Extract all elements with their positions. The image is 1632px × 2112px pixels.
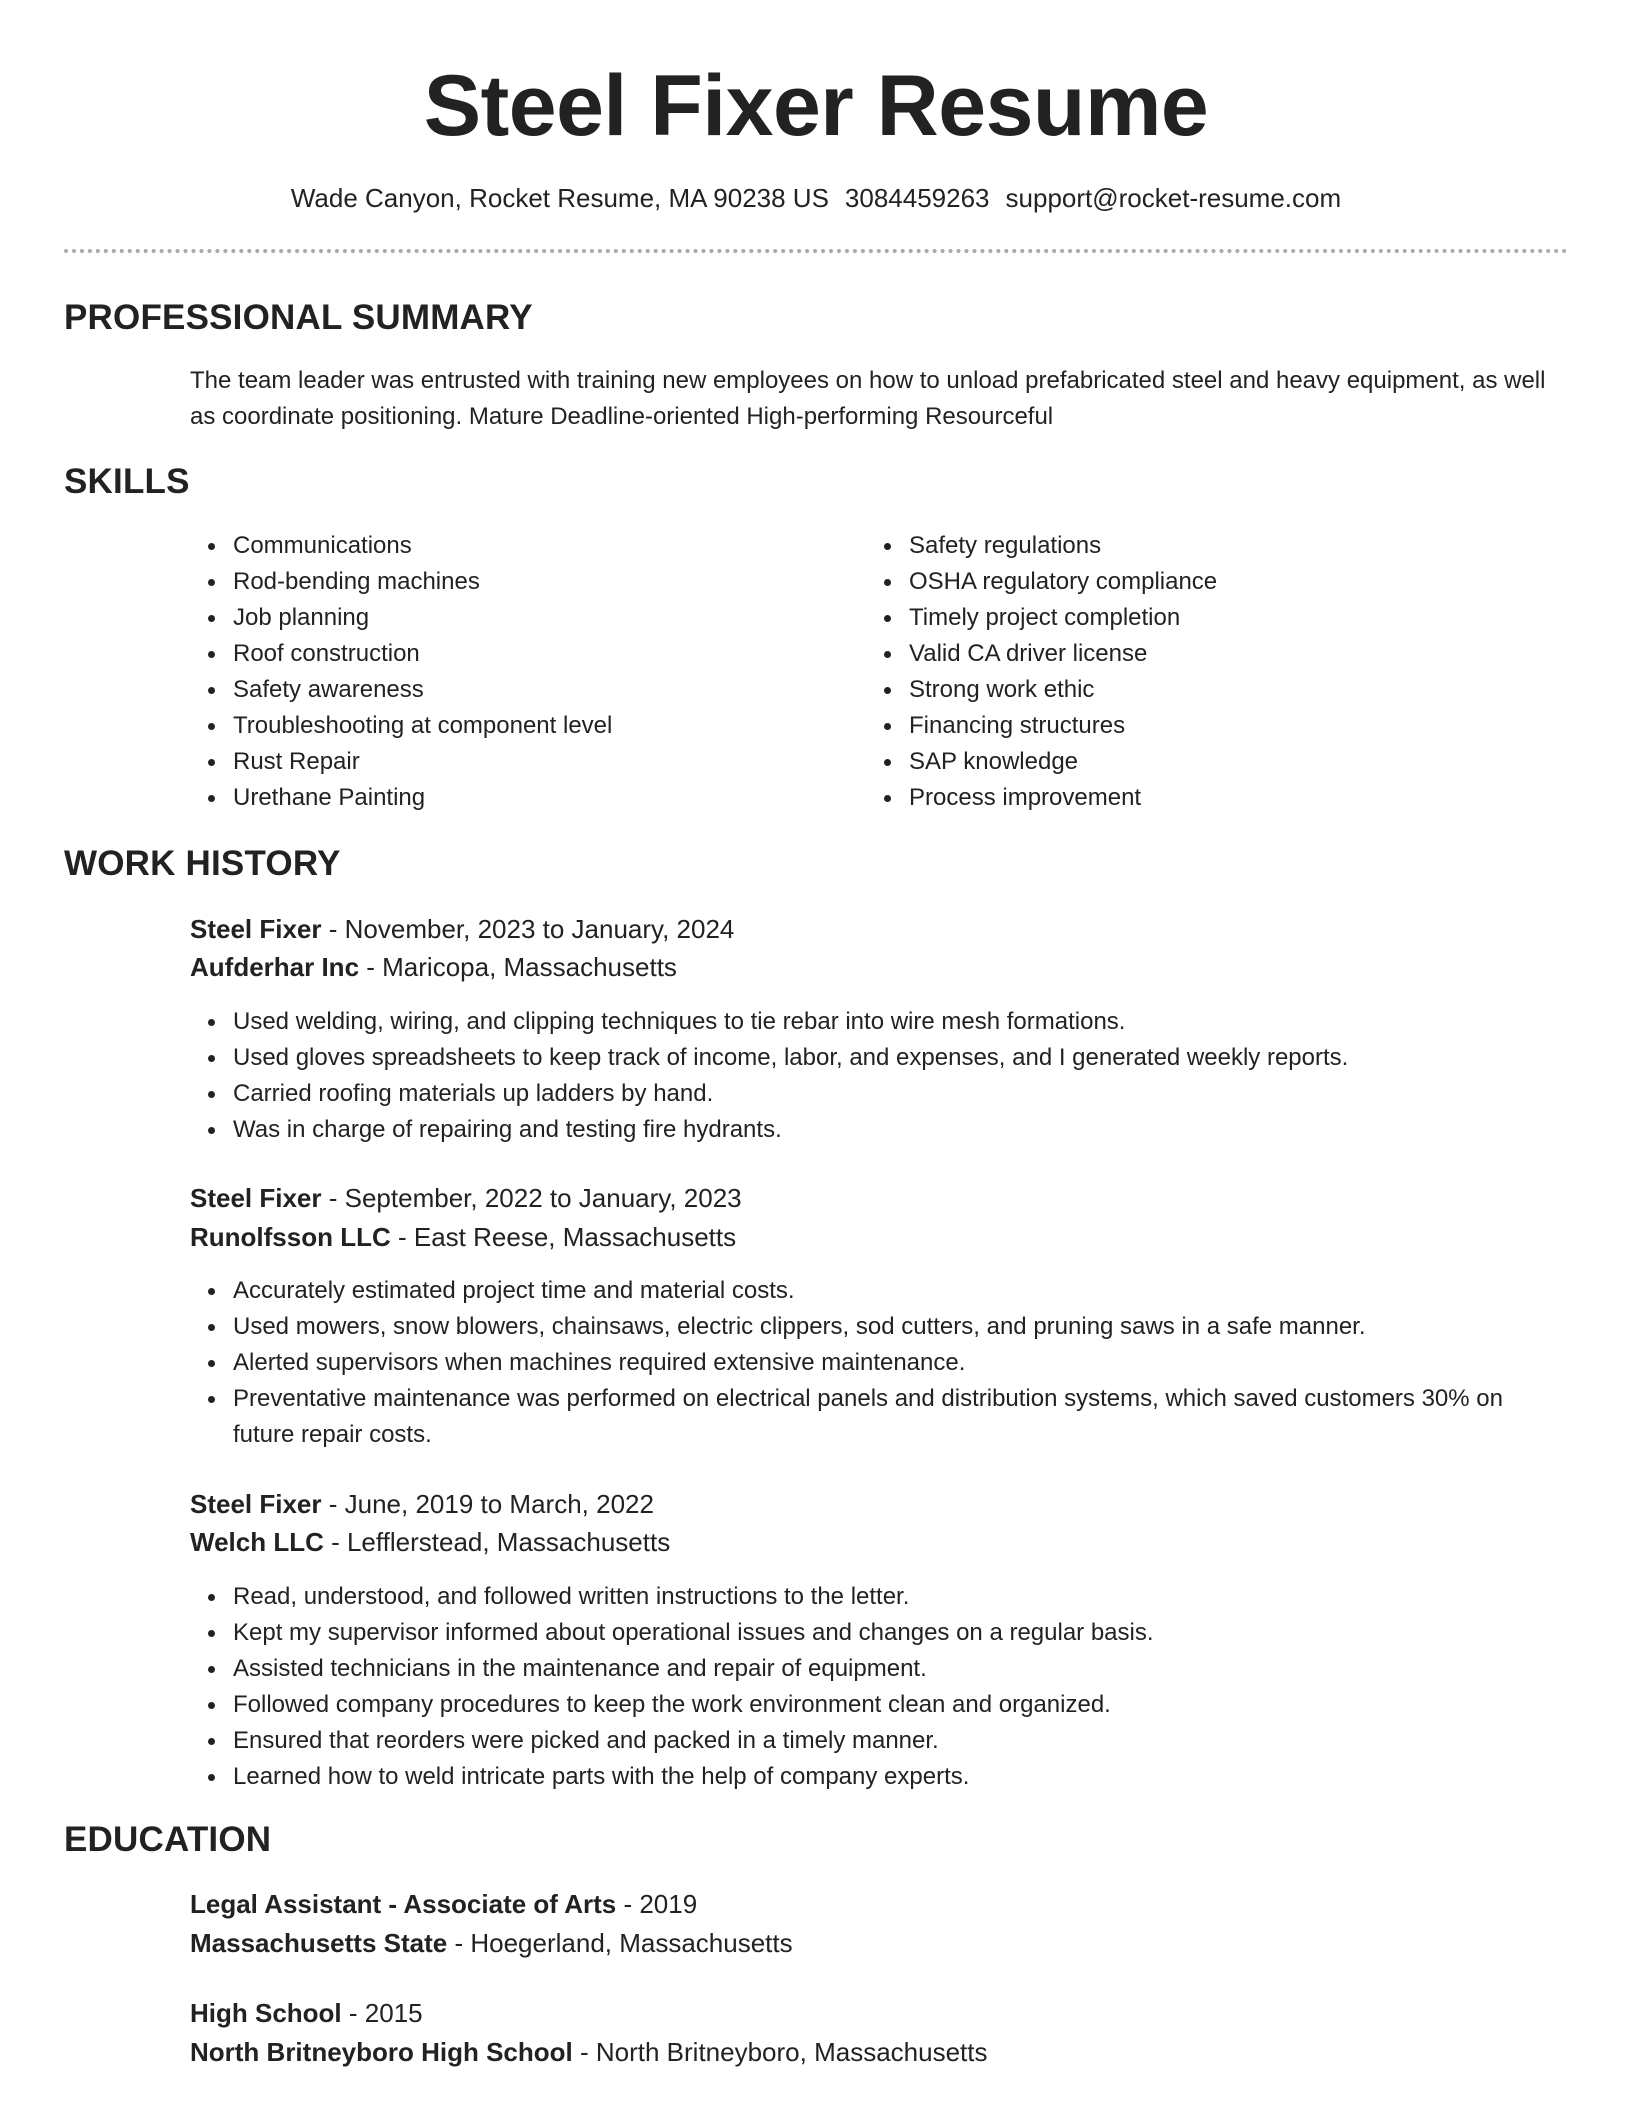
skills-column-left xyxy=(190,528,830,816)
job-duty-item: Assisted technicians in the maintenance and repair of equipment. xyxy=(190,1651,1560,1687)
job-dates: June, 2019 to March, 2022 xyxy=(344,1489,654,1519)
job-duty-item: Learned how to weld intricate parts with the help of company experts. xyxy=(190,1759,1560,1795)
job-dates: November, 2023 to January, 2024 xyxy=(344,914,735,944)
job-duty-item: Preventative maintenance was performed on electrical panels and distribution systems, which saved customers 30% on future repair costs. xyxy=(190,1381,1560,1453)
education-year: 2019 xyxy=(639,1889,698,1919)
header-divider xyxy=(64,249,1568,253)
skill-item: Rust Repair xyxy=(190,744,830,780)
job-duty-item: Used welding, wiring, and clipping techniques to tie rebar into wire mesh formations. xyxy=(190,1004,1560,1040)
job-company: Aufderhar Inc xyxy=(190,952,360,982)
education-school-line: Massachusetts State - Hoegerland, Massachusetts xyxy=(190,1928,793,1958)
job-company-line: Welch LLC - Lefflerstead, Massachusetts xyxy=(190,1527,671,1557)
skill-item: Valid CA driver license xyxy=(866,636,1506,672)
skill-item: Troubleshooting at component level xyxy=(190,708,830,744)
job-role: Steel Fixer xyxy=(190,914,322,944)
skill-item: Strong work ethic xyxy=(866,672,1506,708)
skill-item: Urethane Painting xyxy=(190,780,830,816)
job-duty-item: Was in charge of repairing and testing fire hydrants. xyxy=(190,1112,1560,1148)
skill-item: Process improvement xyxy=(866,780,1506,816)
skills-column-right xyxy=(866,528,1506,816)
skill-item: SAP knowledge xyxy=(866,744,1506,780)
skill-item: Safety regulations xyxy=(866,528,1506,564)
education-year: 2015 xyxy=(364,1998,423,2028)
job-location: Lefflerstead, Massachusetts xyxy=(346,1527,671,1557)
skill-item: Safety awareness xyxy=(190,672,830,708)
education-degree-line: Legal Assistant - Associate of Arts - 2019 xyxy=(190,1889,698,1919)
contact-line xyxy=(0,180,1632,216)
job-duty-item: Used gloves spreadsheets to keep track of income, labor, and expenses, and I generated weekly reports. xyxy=(190,1040,1560,1076)
job-dates: September, 2022 to January, 2023 xyxy=(344,1183,742,1213)
job-duty-item: Read, understood, and followed written instructions to the letter. xyxy=(190,1579,1560,1615)
skill-item: Job planning xyxy=(190,600,830,636)
job-duty-item: Followed company procedures to keep the work environment clean and organized. xyxy=(190,1687,1560,1723)
education-degree: High School xyxy=(190,1998,342,2028)
job-duty-item: Accurately estimated project time and material costs. xyxy=(190,1273,1560,1309)
job-role: Steel Fixer xyxy=(190,1183,322,1213)
summary-text: The team leader was entrusted with training new employees on how to unload prefabricated steel and heavy equipment, as well as coordinate positioning. Mature Deadline-oriented High-performing Resourceful xyxy=(190,367,1546,430)
skill-item: Roof construction xyxy=(190,636,830,672)
education-school-line: North Britneyboro High School - North Britneyboro, Massachusetts xyxy=(190,2037,988,2067)
skill-item: Communications xyxy=(190,528,830,564)
skill-item: OSHA regulatory compliance xyxy=(866,564,1506,600)
job-title-line: Steel Fixer - June, 2019 to March, 2022 xyxy=(190,1489,654,1519)
section-title-summary: PROFESSIONAL SUMMARY xyxy=(64,298,533,337)
job-duty-item: Alerted supervisors when machines required extensive maintenance. xyxy=(190,1345,1560,1381)
job-role: Steel Fixer xyxy=(190,1489,322,1519)
job-duty-item: Ensured that reorders were picked and packed in a timely manner. xyxy=(190,1723,1560,1759)
education-location: North Britneyboro, Massachusetts xyxy=(595,2037,988,2067)
education-location: Hoegerland, Massachusetts xyxy=(470,1928,793,1958)
skill-item: Rod-bending machines xyxy=(190,564,830,600)
skill-item: Timely project completion xyxy=(866,600,1506,636)
job-title-line: Steel Fixer - November, 2023 to January, 2024 xyxy=(190,914,735,944)
education-degree-line: High School - 2015 xyxy=(190,1998,423,2028)
job-location: Maricopa, Massachusetts xyxy=(382,952,677,982)
job-duty-item: Carried roofing materials up ladders by hand. xyxy=(190,1076,1560,1112)
section-title-skills: SKILLS xyxy=(64,462,190,501)
contact-address: Wade Canyon, Rocket Resume, MA 90238 US xyxy=(290,183,829,213)
job-duties xyxy=(190,1579,1560,1795)
job-duty-item: Kept my supervisor informed about operational issues and changes on a regular basis. xyxy=(190,1615,1560,1651)
education-degree: Legal Assistant - Associate of Arts xyxy=(190,1889,617,1919)
job-company: Runolfsson LLC xyxy=(190,1222,391,1252)
job-duties xyxy=(190,1273,1560,1453)
contact-email: support@rocket-resume.com xyxy=(1005,183,1342,213)
job-location: East Reese, Massachusetts xyxy=(413,1222,737,1252)
section-title-education: EDUCATION xyxy=(64,1820,272,1859)
skill-item: Financing structures xyxy=(866,708,1506,744)
job-company: Welch LLC xyxy=(190,1527,324,1557)
job-duties xyxy=(190,1004,1560,1148)
job-company-line: Aufderhar Inc - Maricopa, Massachusetts xyxy=(190,952,677,982)
resume-title: Steel Fixer Resume xyxy=(423,58,1209,154)
job-company-line: Runolfsson LLC - East Reese, Massachusetts xyxy=(190,1222,737,1252)
section-title-work-history: WORK HISTORY xyxy=(64,844,341,883)
job-duty-item: Used mowers, snow blowers, chainsaws, electric clippers, sod cutters, and pruning saws in a safe manner. xyxy=(190,1309,1560,1345)
education-school: North Britneyboro High School xyxy=(190,2037,573,2067)
job-title-line: Steel Fixer - September, 2022 to January, 2023 xyxy=(190,1183,742,1213)
education-school: Massachusetts State xyxy=(190,1928,448,1958)
contact-phone: 3084459263 xyxy=(844,183,990,213)
